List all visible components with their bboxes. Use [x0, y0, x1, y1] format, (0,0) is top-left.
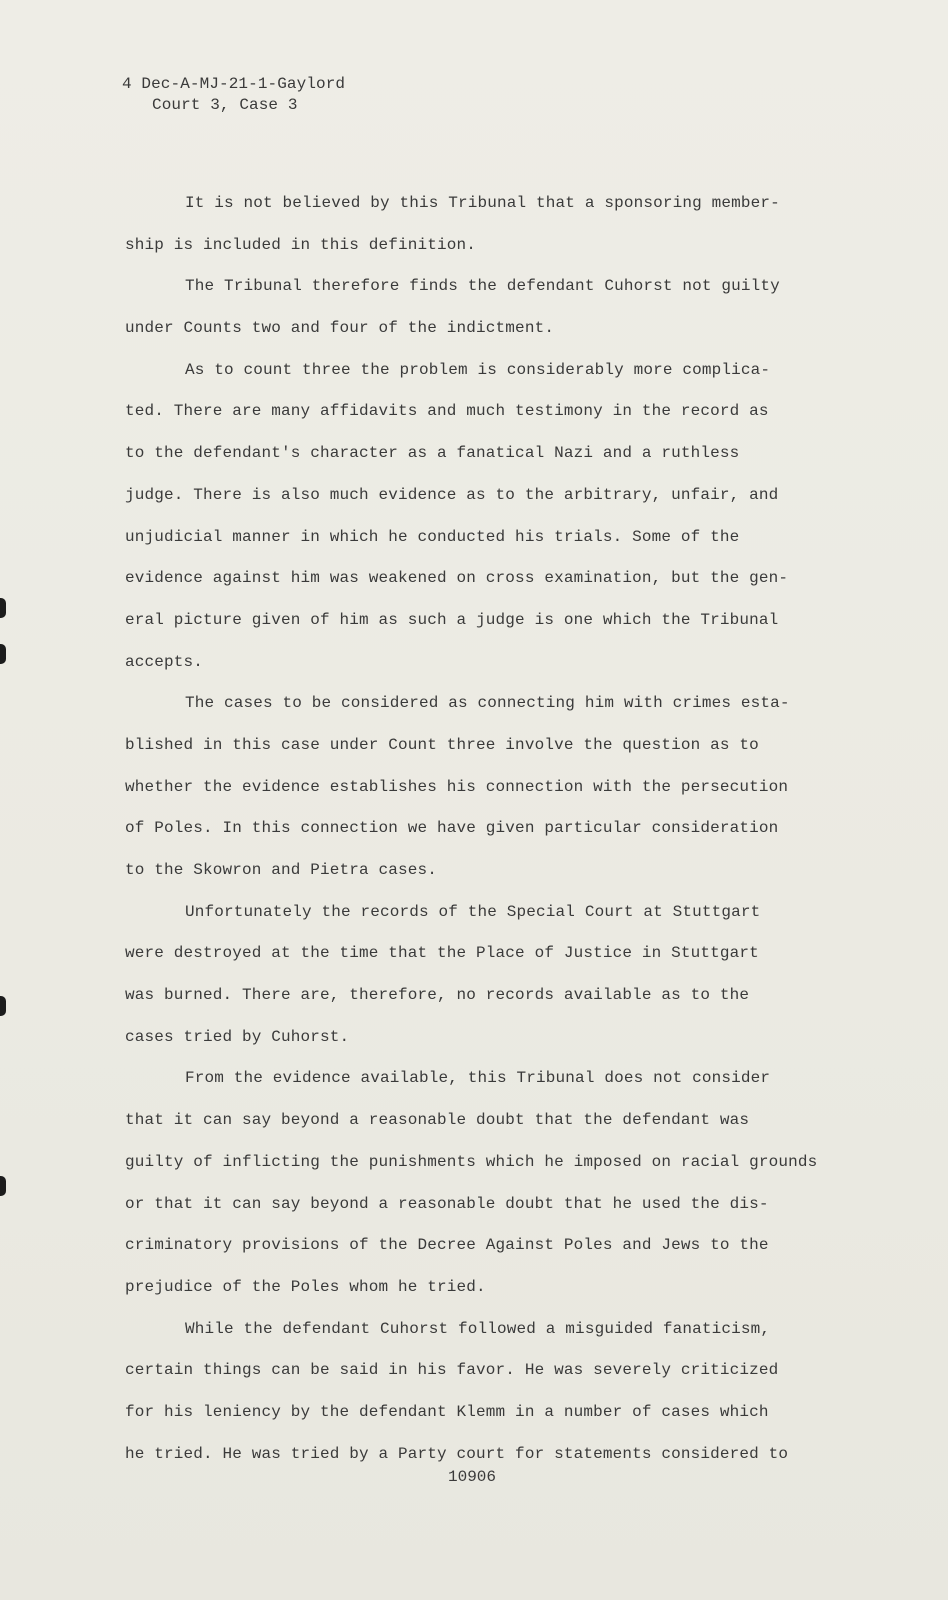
text-line: Unfortunately the records of the Special Court at Stuttgart	[185, 902, 761, 921]
text-line: or that it can say beyond a reasonable doubt that he used the dis-	[125, 1194, 769, 1213]
text-line: under Counts two and four of the indictment.	[125, 319, 555, 338]
text-line: certain things can be said in his favor. He was severely criticized	[125, 1361, 779, 1380]
document-reference: 4 Dec-A-MJ-21-1-Gaylord	[122, 75, 346, 93]
text-line: he tried. He was tried by a Party court for statements considered to	[125, 1444, 789, 1463]
text-line: evidence against him was weakened on cross examination, but the gen-	[125, 569, 789, 588]
text-line: As to count three the problem is considerably more complica-	[185, 360, 771, 379]
text-line: to the Skowron and Pietra cases.	[125, 861, 438, 879]
text-line: were destroyed at the time that the Place of Justice in Stuttgart	[125, 944, 759, 963]
text-line: to the defendant's character as a fanatical Nazi and a ruthless	[125, 444, 740, 463]
text-line: From the evidence available, this Tribunal does not consider	[185, 1069, 771, 1088]
text-line: criminatory provisions of the Decree Against Poles and Jews to the	[125, 1236, 769, 1255]
binder-hole-mark	[0, 644, 6, 664]
text-line: prejudice of the Poles whom he tried.	[125, 1277, 486, 1296]
text-line: judge. There is also much evidence as to the arbitrary, unfair, and	[125, 485, 779, 504]
text-line: The Tribunal therefore finds the defendant Cuhorst not guilty	[185, 277, 780, 296]
text-line: unjudicial manner in which he conducted his trials. Some of the	[125, 527, 740, 546]
judgment-text	[125, 193, 865, 1485]
text-line: cases tried by Cuhorst.	[125, 1027, 350, 1046]
court-case-label: Court 3, Case 3	[152, 96, 298, 114]
text-line: guilty of inflicting the punishments which he imposed on racial grounds	[125, 1152, 818, 1171]
text-line: that it can say beyond a reasonable doubt that the defendant was	[125, 1111, 750, 1130]
binder-hole-mark	[0, 1176, 6, 1196]
binder-hole-mark	[0, 996, 6, 1016]
text-line: for his leniency by the defendant Klemm in a number of cases which	[125, 1402, 769, 1421]
text-line: It is not believed by this Tribunal that a sponsoring member-	[185, 194, 780, 212]
page-number: 10906	[448, 1468, 497, 1486]
text-line: ted. There are many affidavits and much testimony in the record as	[125, 402, 769, 421]
text-line: accepts.	[125, 652, 204, 671]
text-line: While the defendant Cuhorst followed a misguided fanaticism,	[185, 1319, 771, 1338]
text-line: was burned. There are, therefore, no records available as to the	[125, 986, 750, 1005]
text-line: eral picture given of him as such a judge is one which the Tribunal	[125, 610, 779, 629]
binder-hole-mark	[0, 598, 6, 618]
text-line: of Poles. In this connection we have given particular consideration	[125, 819, 779, 838]
text-line: The cases to be considered as connecting him with crimes esta-	[185, 694, 790, 713]
text-line: ship is included in this definition.	[125, 235, 477, 254]
text-line: whether the evidence establishes his connection with the persecution	[125, 777, 789, 796]
text-line: blished in this case under Count three involve the question as to	[125, 735, 759, 754]
